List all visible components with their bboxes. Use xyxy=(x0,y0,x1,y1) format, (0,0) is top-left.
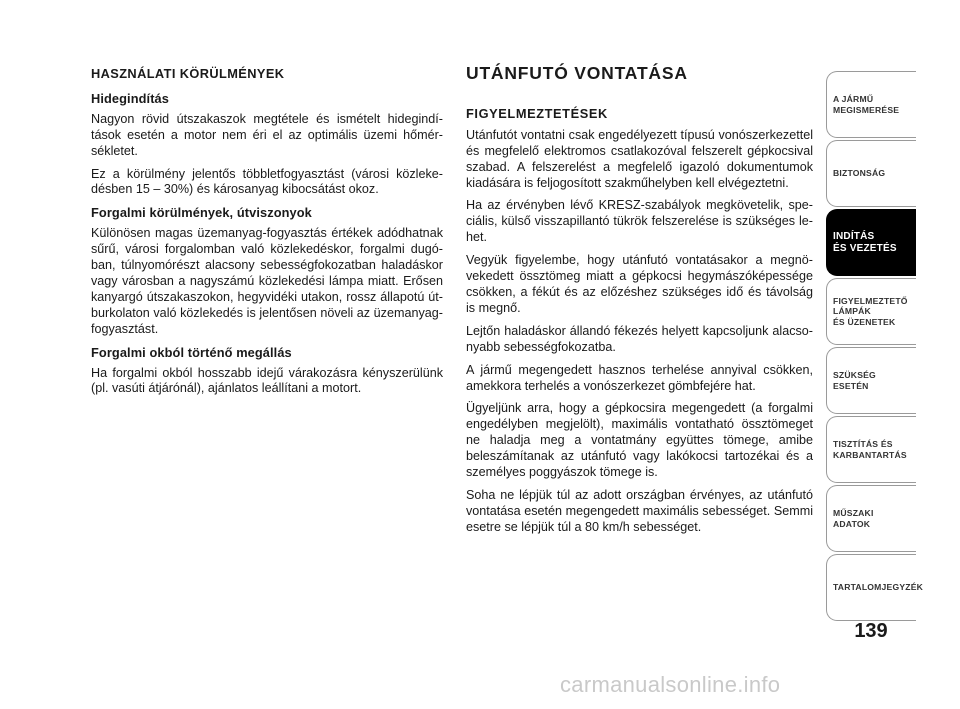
page-title: UTÁNFUTÓ VONTATÁSA xyxy=(466,63,688,83)
tab-technical-data[interactable]: MŰSZAKI ADATOK xyxy=(826,485,916,552)
tab-maintenance[interactable]: TISZTÍTÁS ÉS KARBANTARTÁS xyxy=(826,416,916,483)
paragraph: Ha az érvényben lévő KRESZ-szabályok megkövetelik, speciális, külső visszapillantó tükrök felszerelése is szükséges lehet. xyxy=(466,198,813,245)
paragraph: Soha ne lépjük túl az adott országban érvényes, az utánfutó vontatása esetén megengedett maximális sebességet. Semmi esetre se lépjük túl a 80 km/h sebességet. xyxy=(466,487,813,534)
paragraph: A jármű megengedett hasznos terhelése annyival csökken, amekkora terhelés a vonószerkezet gömbfejére hat. xyxy=(466,362,813,393)
tab-index[interactable]: TARTALOMJEGYZÉK xyxy=(826,554,916,621)
tab-safety[interactable]: BIZTONSÁG xyxy=(826,140,916,207)
paragraph: Ügyeljünk arra, hogy a gépkocsira megengedett (a forgalmi engedélyben megjelölt), maximális vontatható össztömeget ne haladja meg a vontatmány együttes tömege, amibe beleszámítanak az utánfutó vagy lakókocsi tartozékai és a személyes poggyászok tömege is. xyxy=(466,401,813,480)
warnings-heading: FIGYELMEZTETÉSEK xyxy=(466,105,608,121)
right-column xyxy=(466,63,813,543)
paragraph: Utánfutót vontatni csak engedélyezett típusú vonószerkezettel és megfelelő elektromos csatlakozóval felszerelt gépkocsival szabad. A felszerelést a megfelelő igazoló dokumentumok kiadására is feljogosított szakműhelyben kell elvégeztetni. xyxy=(466,127,813,190)
paragraph: Lejtőn haladáskor állandó fékezés helyett kapcsoljunk alacsonyabb sebességfokozatba. xyxy=(466,323,813,354)
usage-conditions-heading: HASZNÁLATI KÖRÜLMÉNYEK xyxy=(91,66,285,81)
paragraph: Ez a körülmény jelentős többletfogyasztást (városi közlekedésben 15 – 30%) és károsanyag kibocsátást okoz. xyxy=(91,166,443,197)
paragraph: Ha forgalmi okból hosszabb idejű várakozásra kényszerülünk (pl. vasúti átjárónál), ajánlatos leállítani a motort. xyxy=(91,365,443,396)
section-title: Forgalmi körülmények, útviszonyok xyxy=(91,205,312,221)
watermark: carmanualsonline.info xyxy=(560,672,781,697)
section-title: Forgalmi okból történő megállás xyxy=(91,344,292,360)
chapter-tabs xyxy=(826,71,924,623)
tab-starting-driving[interactable]: INDÍTÁS ÉS VEZETÉS xyxy=(826,209,916,276)
tab-emergency[interactable]: SZÜKSÉG ESETÉN xyxy=(826,347,916,414)
left-column xyxy=(91,66,443,404)
paragraph: Nagyon rövid útszakaszok megtétele és ismételt hidegindítások esetén a motor nem éri el az optimális üzemi hőmérsékletet. xyxy=(91,111,443,158)
section-title: Hidegindítás xyxy=(91,90,169,106)
tab-vehicle-overview[interactable]: A JÁRMŰ MEGISMERÉSE xyxy=(826,71,916,138)
paragraph: Különösen magas üzemanyag-fogyasztás értékek adódhatnak sűrű, városi forgalomban való közlekedéskor, forgalmi dugóban, túlnyomórészt alacsony sebességfokozatban haladáskor vagy városban a nagyszámú közlekedési lámpa miatt. Erősen kanyargó útszakaszokon, hegyvidéki utakon, rossz állapotú útburkolaton való közlekedés is jelentősen növeli az üzemanyagfogyasztást. xyxy=(91,226,443,336)
tab-warning-lights[interactable]: FIGYELMEZTETŐ LÁMPÁK ÉS ÜZENETEK xyxy=(826,278,916,345)
page-number: 139 xyxy=(854,620,888,642)
paragraph: Vegyük figyelembe, hogy utánfutó vontatásakor a megnövekedett össztömeg miatt a gépkocsi hegymászóképessége csökken, a fékút és az előzéshez szükséges idő és távolság is megnő. xyxy=(466,253,813,315)
